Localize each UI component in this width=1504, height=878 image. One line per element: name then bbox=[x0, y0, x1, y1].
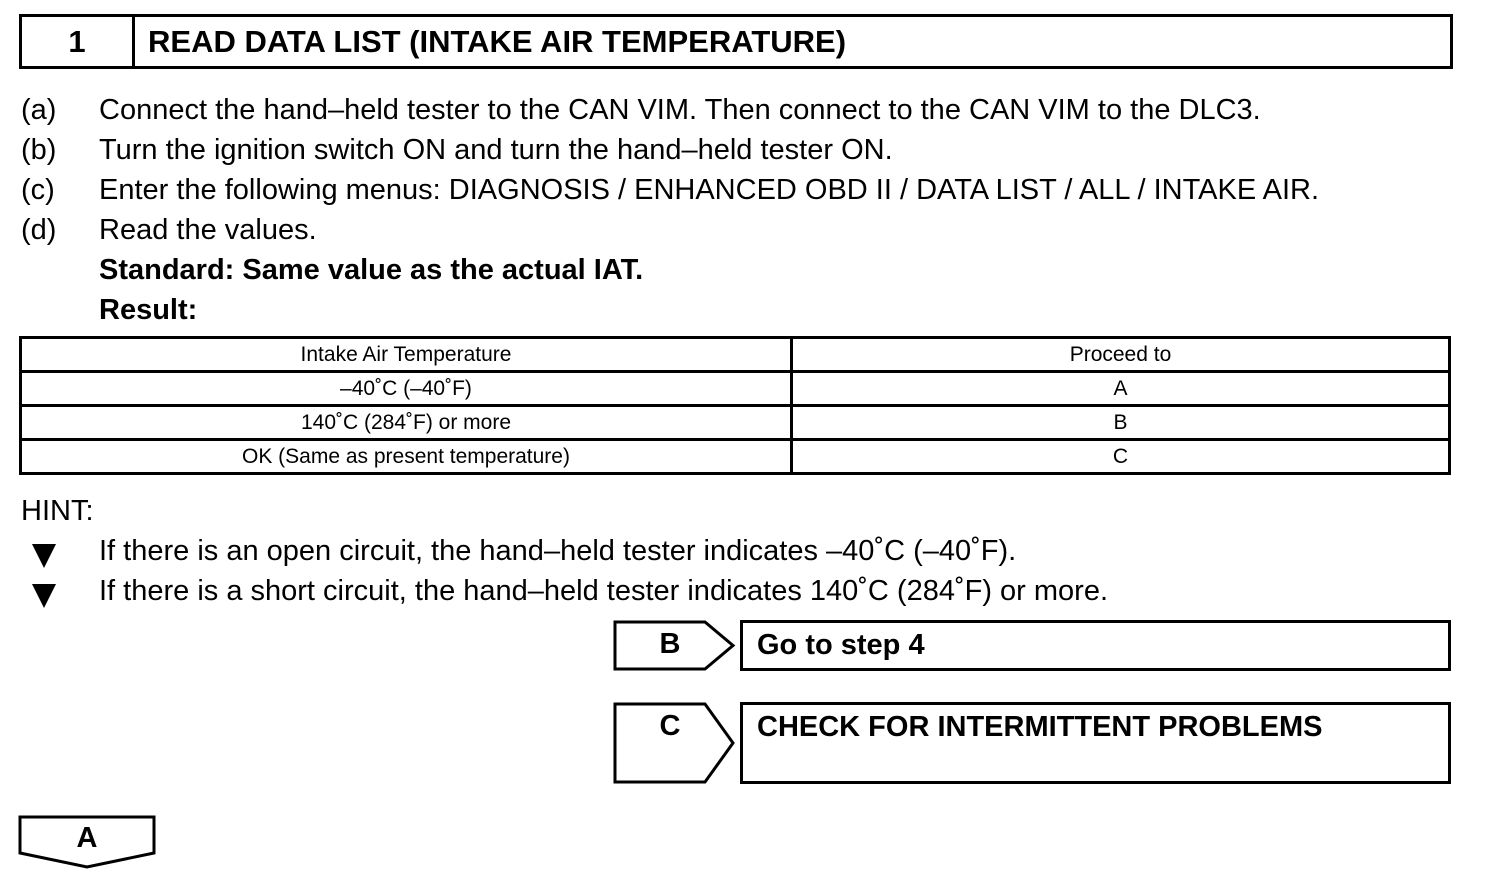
instruction-label: (d) bbox=[21, 214, 57, 246]
table-header-cell: Intake Air Temperature bbox=[21, 338, 792, 372]
table-row bbox=[21, 372, 1450, 406]
instruction-text: Enter the following menus: DIAGNOSIS / ENHANCED OBD II / DATA LIST / ALL / INTAKE AIR. bbox=[99, 174, 1320, 206]
step-number: 1 bbox=[22, 17, 135, 66]
result-table bbox=[19, 336, 1451, 475]
instruction-label: (c) bbox=[21, 174, 55, 206]
branch-code: B bbox=[659, 628, 681, 660]
step-title: READ DATA LIST (INTAKE AIR TEMPERATURE) bbox=[148, 23, 847, 59]
table-cell: A bbox=[792, 372, 1450, 406]
hint-item: If there is a short circuit, the hand–held tester indicates 140˚C (284˚F) or more. bbox=[99, 575, 1109, 607]
bullet-triangle-icon bbox=[32, 544, 56, 568]
table-cell: –40˚C (–40˚F) bbox=[21, 372, 792, 406]
table-cell: 140˚C (284˚F) or more bbox=[21, 406, 792, 440]
table-cell: C bbox=[792, 440, 1450, 474]
branch-b-arrow bbox=[613, 620, 737, 671]
instruction-text: Turn the ignition switch ON and turn the hand–held tester ON. bbox=[99, 134, 893, 166]
table-cell: OK (Same as present temperature) bbox=[21, 440, 792, 474]
branch-code: A bbox=[76, 822, 98, 854]
hint-label: HINT: bbox=[21, 495, 94, 527]
branch-c-arrow bbox=[613, 702, 737, 784]
branch-c-action: CHECK FOR INTERMITTENT PROBLEMS bbox=[740, 702, 1451, 784]
table-row bbox=[21, 406, 1450, 440]
table-header-cell: Proceed to bbox=[792, 338, 1450, 372]
instruction-text: Connect the hand–held tester to the CAN VIM. Then connect to the CAN VIM to the DLC3. bbox=[99, 94, 1261, 126]
standard-text: Standard: Same value as the actual IAT. bbox=[99, 254, 644, 286]
branch-b-action: Go to step 4 bbox=[740, 620, 1451, 671]
instruction-label: (b) bbox=[21, 134, 57, 166]
result-label: Result: bbox=[99, 294, 198, 326]
hint-item: If there is an open circuit, the hand–held tester indicates –40˚C (–40˚F). bbox=[99, 535, 1017, 567]
branch-code: C bbox=[659, 710, 681, 742]
instruction-label: (a) bbox=[21, 94, 57, 126]
instruction-text: Read the values. bbox=[99, 214, 317, 246]
table-cell: B bbox=[792, 406, 1450, 440]
table-header-row bbox=[21, 338, 1450, 372]
table-row bbox=[21, 440, 1450, 474]
step-header bbox=[19, 14, 1453, 69]
branch-a-arrow bbox=[18, 815, 156, 869]
bullet-triangle-icon bbox=[32, 584, 56, 608]
